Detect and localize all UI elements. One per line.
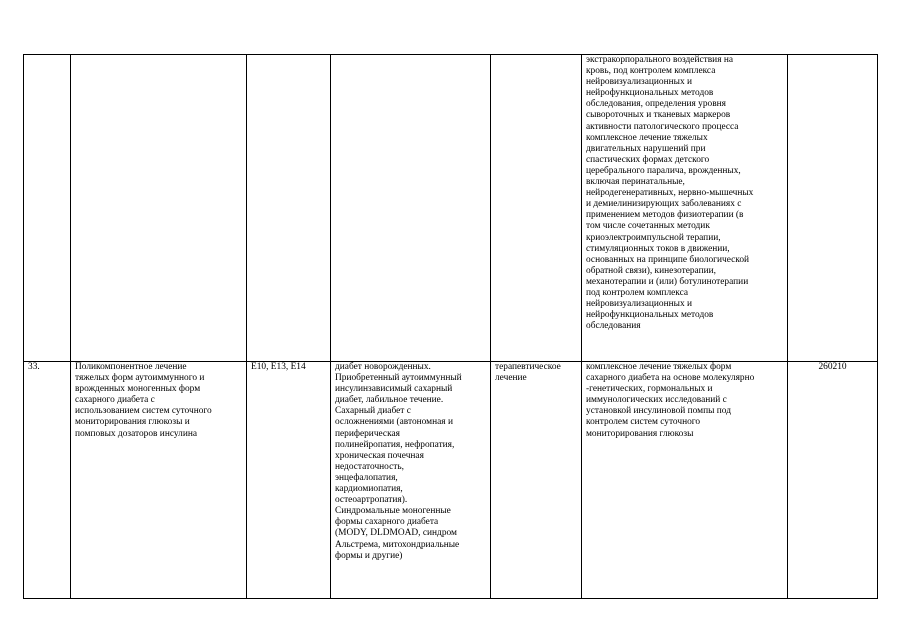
table-row — [24, 362, 878, 599]
cell-number — [24, 55, 71, 362]
cell-treatment-method: экстракорпорального воздействия на кровь, под контролем комплекса нейровизуализационных и нейрофункциональных методов обследования, определения уровня сывороточных и тканевых маркеров активности патологического процесса комплексное лечение тяжелых двигательных нарушений при спастических формах детского церебрального паралича, врожденных, включая перинатальные, нейродегенеративных, нервно-мышечных и демиелинизирующих заболеваниях с применением методов физиотерапии (в том числе сочетанных методик криоэлектроимпульсной терапии, стимуляционных токов в движении, основанных на принципе биологической обратной связи), кинезотерапии, механотерапии и (или) ботулинотерапии под контролем комплекса нейровизуализационных и нейрофункциональных методов обследования — [582, 55, 788, 362]
cell-patient-model — [331, 55, 491, 362]
cell-cost: 260210 — [788, 362, 878, 599]
cell-treatment-type — [491, 55, 582, 362]
cell-treatment-type: терапевтическое лечение — [491, 362, 582, 599]
medical-care-table — [23, 54, 878, 599]
cell-care-name — [71, 55, 247, 362]
cell-icd-codes — [247, 55, 331, 362]
cell-cost — [788, 55, 878, 362]
cell-patient-model: диабет новорожденных. Приобретенный аутоиммунный инсулинзависимый сахарный диабет, лабильное течение. Сахарный диабет с осложнениями (автономная и периферическая полинейропатия, нефропатия, хроническая почечная недостаточность, энцефалопатия, кардиомиопатия, остеоартропатия). Синдромальные моногенные формы сахарного диабета (MODY, DLDMOAD, синдром Альстрема, митохондриальные формы и другие) — [331, 362, 491, 599]
cell-number: 33. — [24, 362, 71, 599]
table-row — [24, 55, 878, 362]
cell-care-name: Поликомпонентное лечение тяжелых форм аутоиммунного и врожденных моногенных форм сахарного диабета с использованием систем суточного мониторирования глюкозы и помповых дозаторов инсулина — [71, 362, 247, 599]
cell-icd-codes: E10, E13, E14 — [247, 362, 331, 599]
cell-treatment-method: комплексное лечение тяжелых форм сахарного диабета на основе молекулярно -генетических, гормональных и иммунологических исследований с установкой инсулиновой помпы под контролем систем суточного мониторирования глюкозы — [582, 362, 788, 599]
